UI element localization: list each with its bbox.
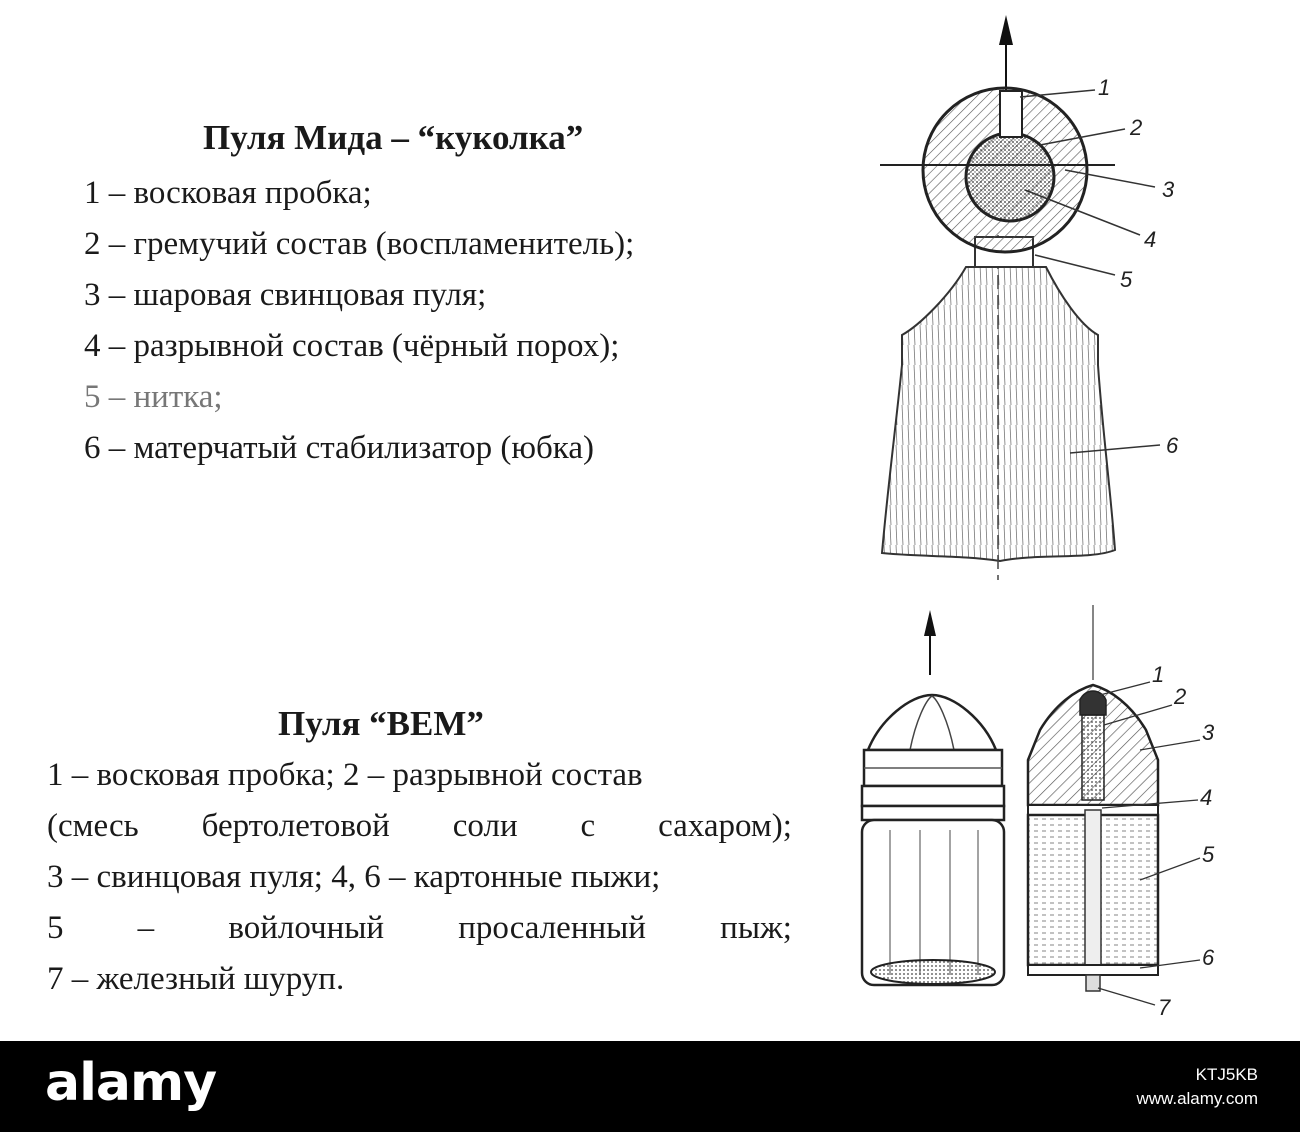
arrow-head-icon xyxy=(924,610,936,636)
image-id-code: KTJ5KB xyxy=(1195,1065,1258,1084)
image-id xyxy=(1136,1063,1258,1111)
callout-label: 1 xyxy=(1098,75,1111,100)
site-url: www.alamy.com xyxy=(1136,1089,1258,1108)
legend-word: пыж; xyxy=(720,910,792,946)
legend-item: 4 – разрывной состав (чёрный порох); xyxy=(84,328,620,364)
legend-word: войлочный xyxy=(228,910,385,946)
legend-line: 7 – железный шуруп. xyxy=(47,961,345,997)
legend-item: 3 – шаровая свинцовая пуля; xyxy=(84,277,487,313)
bem-cross-section xyxy=(1028,685,1158,991)
legend-word: бертолетовой xyxy=(201,808,390,844)
legend-line xyxy=(47,801,792,852)
legend-line: 1 – восковая пробка; 2 – разрывной состав xyxy=(47,757,643,793)
callout-label: 5 xyxy=(1120,267,1133,292)
callout-label: 4 xyxy=(1200,785,1213,810)
bem-bullet-legend xyxy=(47,750,792,1005)
legend-item: 6 – матерчатый стабилизатор (юбка) xyxy=(84,430,594,466)
brand-logo: alamy xyxy=(45,1053,217,1113)
legend-item: 1 – восковая пробка; xyxy=(84,175,372,211)
mead-bullet-title: Пуля Мида – “куколка” xyxy=(203,118,584,157)
callout-label: 5 xyxy=(1202,842,1215,867)
legend-word: соли xyxy=(452,808,518,844)
legend-word: (смесь xyxy=(47,808,139,844)
arrow-head-icon xyxy=(999,15,1013,45)
callout-label: 2 xyxy=(1130,115,1143,140)
legend-word: с xyxy=(580,808,596,844)
wax-plug xyxy=(1000,91,1022,137)
legend-line: 3 – свинцовая пуля; 4, 6 – картонные пыжи; xyxy=(47,859,661,895)
bem-bullet-title: Пуля “BEM” xyxy=(278,704,484,743)
explosive-charge xyxy=(966,133,1054,221)
callout-label: 1 xyxy=(1152,662,1165,687)
legend-item: 5 – нитка; xyxy=(84,379,223,415)
mead-bullet-diagram xyxy=(840,5,1220,595)
bem-exterior-view xyxy=(862,695,1004,985)
legend-word: просаленный xyxy=(458,910,646,946)
watermark-footer xyxy=(0,1041,1300,1132)
callout-label: 7 xyxy=(1158,995,1171,1020)
callout-label: 4 xyxy=(1144,227,1157,252)
callout-label: 6 xyxy=(1166,433,1179,458)
legend-item: 2 – гремучий состав (воспламенитель); xyxy=(84,226,635,262)
legend-word: 5 xyxy=(47,910,64,946)
legend-word: – xyxy=(137,910,155,946)
callout-label: 3 xyxy=(1162,177,1175,202)
callout-label: 2 xyxy=(1174,684,1187,709)
bem-bullet-diagram xyxy=(850,600,1230,1030)
legend-word: сахаром); xyxy=(658,808,792,844)
legend-line xyxy=(47,903,792,954)
mead-bullet-legend xyxy=(84,168,634,474)
callout-label: 3 xyxy=(1202,720,1215,745)
callout-label: 6 xyxy=(1202,945,1215,970)
